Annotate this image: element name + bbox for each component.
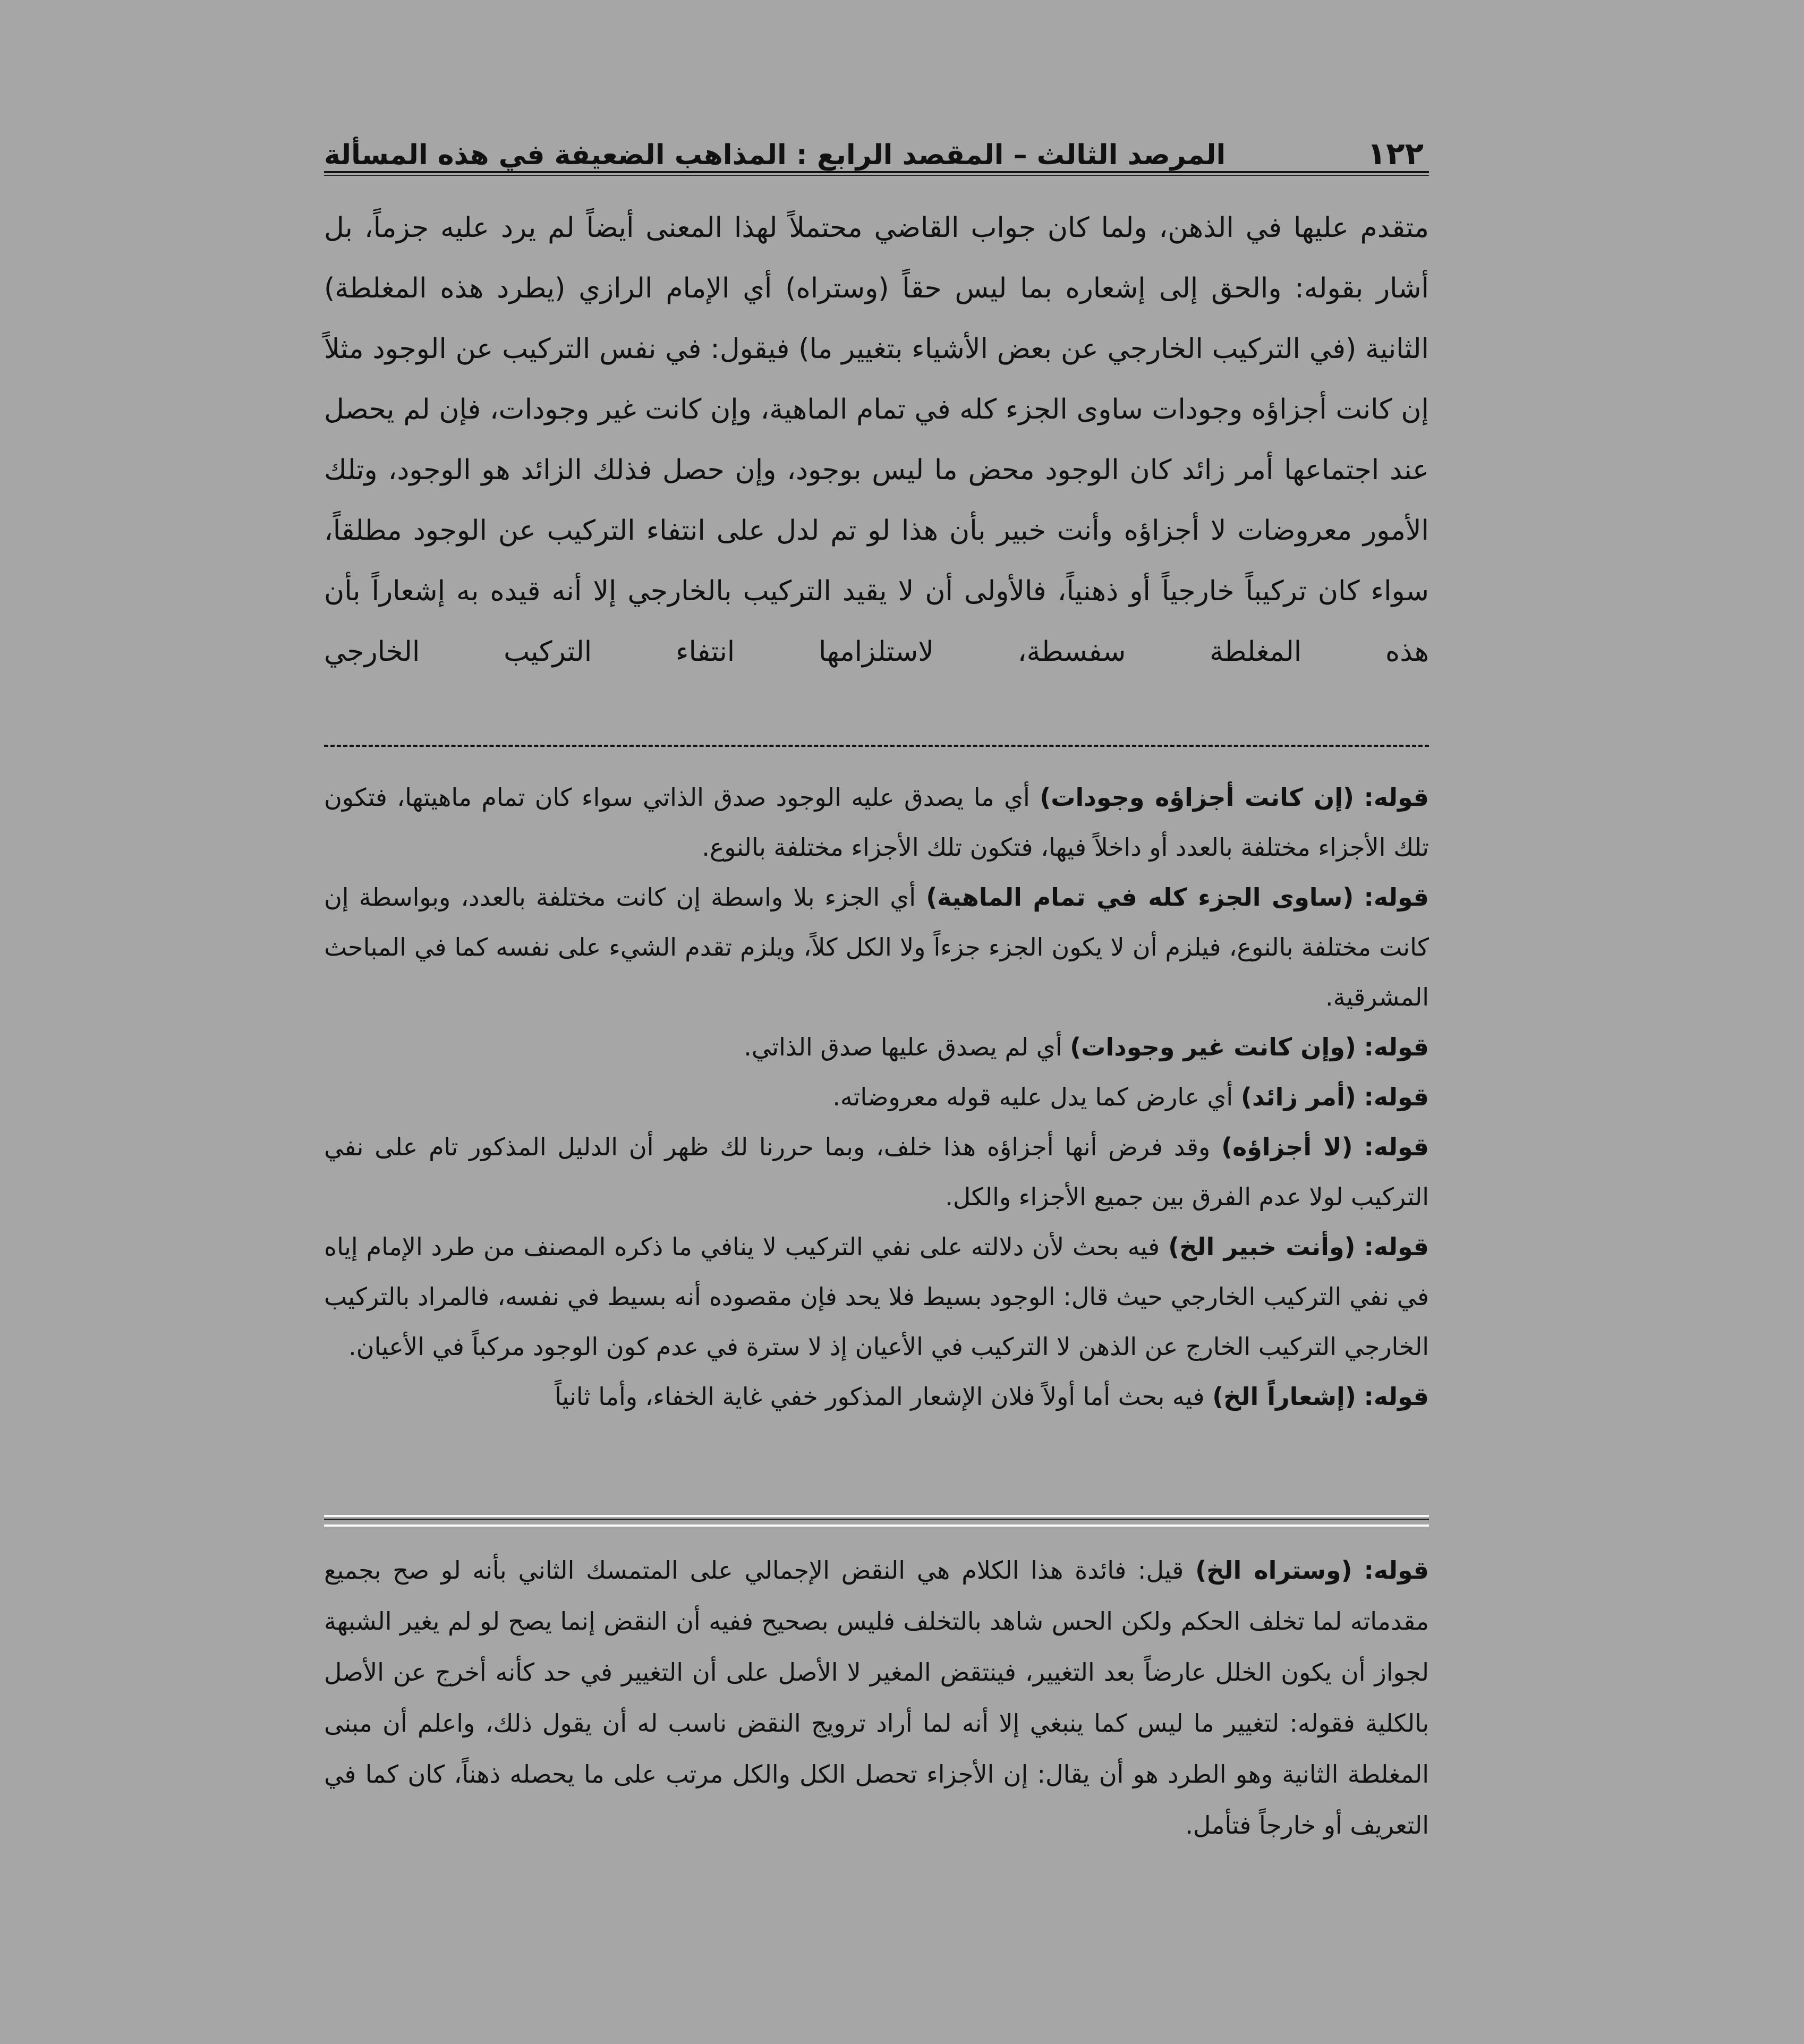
- note-text: أي لم يصدق عليها صدق الذاتي.: [744, 1033, 1062, 1061]
- dashed-separator: [324, 745, 1429, 747]
- note-quote: (وأنت خبير الخ): [1168, 1232, 1356, 1261]
- note-quote: (وإن كانت غير وجودات): [1070, 1033, 1356, 1061]
- note-item: [324, 1122, 1429, 1222]
- note-quote: (ساوى الجزء كله في تمام الماهية): [926, 883, 1354, 912]
- note-quote: (أمر زائد): [1240, 1083, 1356, 1111]
- note-text: أي ما يصدق عليه الوجود صدق الذاتي سواء كان تمام ماهيتها، فتكون تلك الأجزاء مختلفة بالعدد أو داخلاً فيها، فتكون تلك الأجزاء مختلفة بالنوع.: [324, 783, 1429, 862]
- note-item: [324, 1072, 1429, 1122]
- second-note-item: [324, 1545, 1429, 1851]
- note-text: قيل: فائدة هذا الكلام هي النقض الإجمالي على المتمسك الثاني بأنه لو صح بجميع مقدماته لما تخلف الحكم ولكن الحس شاهد بالتخلف فليس بصحيح ففيه أن النقض إنما يصح لو لم يغير الشبهة لجواز أن يكون الخلل عارضاً بعد التغيير، فينتقض المغير لا الأصل على أن التغيير في حد كأنه أخرج عن الأصل بالكلية فقوله: لتغيير ما ليس كما ينبغي إلا أنه لما أراد ترويج النقض ناسب له أن يقول ذلك، واعلم أن مبنى المغلطة الثانية وهو الطرد هو أن يقال: إن الأجزاء تحصل الكل والكل مرتب على ما يحصله ذهناً، كان كما في التعريف أو خارجاً فتأمل.: [324, 1556, 1429, 1839]
- note-text: أي الجزء بلا واسطة إن كانت مختلفة بالعدد، وبواسطة إن كانت مختلفة بالنوع، فيلزم أن لا يكون الجزء جزءاً ولا الكل كلاً، ويلزم تقدم الشيء على نفسه كما في المباحث المشرقية.: [324, 883, 1429, 1011]
- note-lead: قوله:: [1364, 1382, 1429, 1411]
- header-rule: [324, 171, 1429, 173]
- note-item: [324, 1022, 1429, 1072]
- note-lead: قوله:: [1364, 783, 1429, 812]
- note-text: أي عارض كما يدل عليه قوله معروضاته.: [832, 1083, 1233, 1111]
- double-separator: [324, 1515, 1429, 1527]
- note-item: [324, 772, 1429, 872]
- header-rule-thin: [324, 175, 1429, 176]
- note-lead: قوله:: [1364, 1556, 1429, 1585]
- note-text: فيه بحث لأن دلالته على نفي التركيب لا ينافي ما ذكره المصنف من طرد الإمام إياه في نفي التركيب الخارجي حيث قال: الوجود بسيط فلا يحد فإن مقصوده أنه بسيط في نفسه، فالمراد بالتركيب الخارجي التركيب الخارج عن الذهن لا التركيب في الأعيان إذ لا سترة في عدم كون الوجود مركباً في الأعيان.: [324, 1232, 1429, 1361]
- running-title: المرصد الثالث – المقصد الرابع : المذاهب الضعيفة في هذه المسألة: [324, 139, 1226, 171]
- separator-line: [324, 1519, 1429, 1520]
- page-header: [324, 116, 1429, 172]
- note-lead: قوله:: [1364, 1232, 1429, 1261]
- second-commentary: [324, 1545, 1429, 1851]
- note-quote: (وستراه الخ): [1195, 1556, 1352, 1585]
- note-item: [324, 872, 1429, 1022]
- page-number: ١٢٢: [1367, 135, 1424, 172]
- note-item: [324, 1222, 1429, 1372]
- note-quote: (إشعاراً الخ): [1212, 1382, 1356, 1411]
- note-quote: (لا أجزاؤه): [1221, 1132, 1353, 1161]
- note-lead: قوله:: [1364, 1132, 1429, 1161]
- main-paragraph: متقدم عليها في الذهن، ولما كان جواب القاضي محتملاً لهذا المعنى أيضاً لم يرد عليه جزماً، بل أشار بقوله: والحق إلى إشعاره بما ليس حقاً (وستراه) أي الإمام الرازي (يطرد هذه المغلطة) الثانية (في التركيب الخارجي عن بعض الأشياء بتغيير ما) فيقول: في نفس التركيب عن الوجود مثلاً إن كانت أجزاؤه وجودات ساوى الجزء كله في تمام الماهية، وإن كانت غير وجودات، فإن لم يحصل عند اجتماعها أمر زائد كان الوجود محض ما ليس بوجود، وإن حصل فذلك الزائد هو الوجود، وتلك الأمور معروضات لا أجزاؤه وأنت خبير بأن هذا لو تم لدل على انتفاء التركيب عن الوجود مطلقاً، سواء كان تركيباً خارجياً أو ذهنياً، فالأولى أن لا يقيد التركيب بالخارجي إلا أنه قيده به إشعاراً بأن هذه المغلطة سفسطة، لاستلزامها انتفاء التركيب الخارجي: [324, 212, 1429, 668]
- note-lead: قوله:: [1364, 1033, 1429, 1061]
- main-text: [324, 198, 1429, 682]
- note-quote: (إن كانت أجزاؤه وجودات): [1040, 783, 1355, 812]
- note-text: فيه بحث أما أولاً فلان الإشعار المذكور خفي غاية الخفاء، وأما ثانياً: [555, 1382, 1205, 1411]
- note-text: وقد فرض أنها أجزاؤه هذا خلف، وبما حررنا لك ظهر أن الدليل المذكور تام على نفي التركيب لولا عدم الفرق بين جميع الأجزاء والكل.: [324, 1132, 1429, 1211]
- note-lead: قوله:: [1364, 883, 1429, 912]
- note-lead: قوله:: [1364, 1083, 1429, 1111]
- note-item: [324, 1372, 1429, 1421]
- book-page: [324, 0, 1429, 2044]
- commentary-notes: [324, 772, 1429, 1421]
